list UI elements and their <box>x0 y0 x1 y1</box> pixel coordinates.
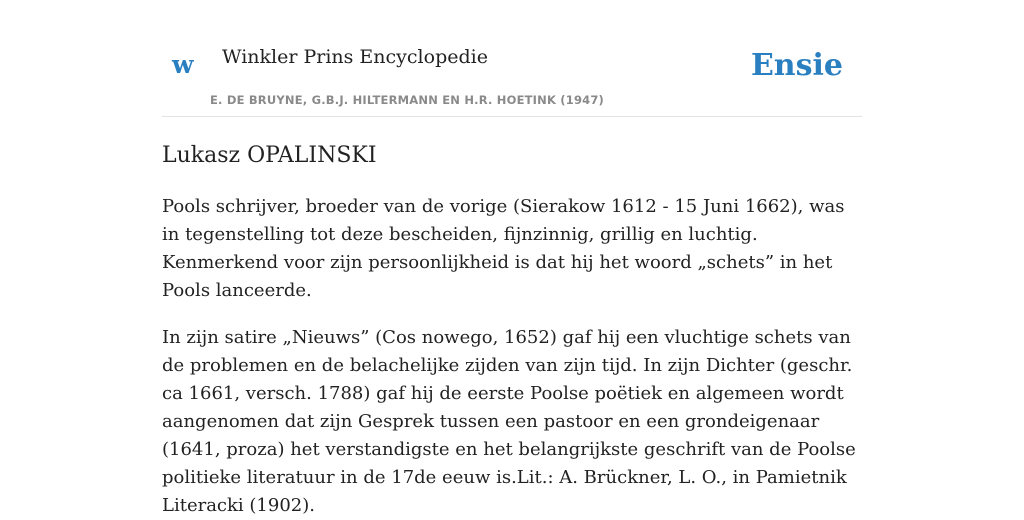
encyclopedia-logo-icon[interactable]: w <box>172 50 194 79</box>
article-title: Lukasz OPALINSKI <box>162 143 377 168</box>
book-authors: E. DE BRUYNE, G.B.J. HILTERMANN EN H.R. HOETINK (1947) <box>210 93 605 107</box>
ensie-home-link[interactable]: Ensie <box>750 48 843 83</box>
site-header <box>162 0 862 117</box>
page <box>162 0 862 520</box>
book-title[interactable]: Winkler Prins Encyclopedie <box>222 46 488 68</box>
article-paragraph: In zijn satire „Nieuws” (Cos nowego, 1652) gaf hij een vluchtige schets van de problemen en de belachelijke zijden van zijn tijd. In zijn Dichter (geschr. ca 1661, versch. 1788) gaf hij de eerste Poolse poëtiek en algemeen wordt aangenomen dat zijn Gesprek tussen een pastoor en een grondeigenaar (1641, proza) het verstandigste en het belangrijkste geschrift van de Poolse politieke literatuur in de 17de eeuw is.Lit.: A. Brückner, L. O., in Pamietnik Literacki (1902). <box>162 327 856 517</box>
article-paragraph: Pools schrijver, broeder van de vorige (Sierakow 1612 - 15 Juni 1662), was in tegenstelling tot deze bescheiden, fijnzinnig, grillig en luchtig. Kenmerkend voor zijn persoonlijkheid is dat hij het woord „schets” in het Pools lanceerde. <box>162 196 845 302</box>
